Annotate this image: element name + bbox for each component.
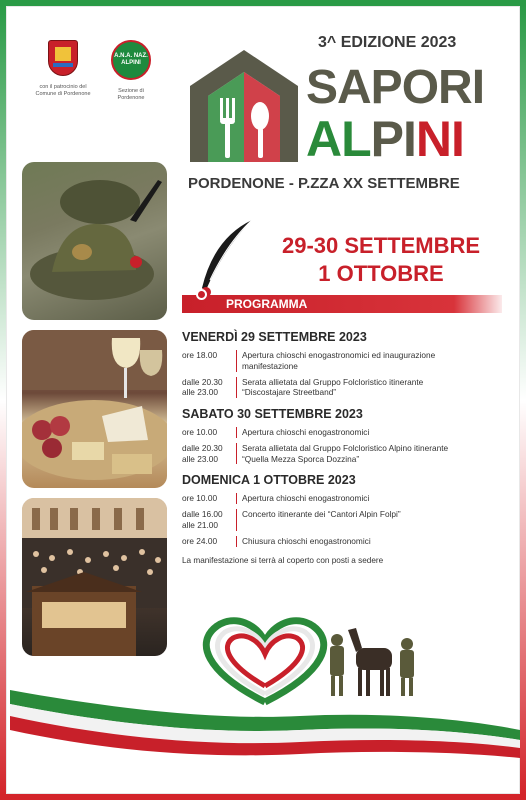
event-desc: Concerto itinerante dei “Cantori Alpin Folpi”	[236, 509, 401, 531]
event-row	[182, 377, 512, 399]
dates-line-2: 1 OTTOBRE	[318, 260, 444, 286]
ana-logo	[96, 40, 166, 102]
event-row	[182, 536, 512, 547]
event-row	[182, 509, 512, 531]
event-desc: Apertura chioschi enogastronomici ed inaugurazione manifestazione	[236, 350, 435, 372]
event-time: ore 24.00	[182, 535, 218, 546]
dates-line-1: 29-30 SETTEMBRE	[281, 233, 481, 258]
event-desc: Serata allietata dal Gruppo Folcloristico itinerante “Discostajare Streetband”	[236, 377, 423, 399]
title-alpini: ALPINI	[306, 111, 464, 167]
quill-icon	[194, 218, 254, 298]
event-desc: Chiusura chioschi enogastronomici	[236, 536, 371, 547]
day-title: SABATO 30 SETTEMBRE 2023	[182, 407, 363, 422]
event-time: dalle 20.30 alle 23.00	[182, 376, 223, 398]
event-desc: Serata allietata dal Gruppo Folcloristico Alpino itinerante “Quella Mezza Sporca Dozzina”	[236, 443, 448, 465]
banner-dot-icon	[196, 289, 207, 300]
festival-crowd-photo	[22, 498, 167, 656]
alpini-mule-illustration-icon	[326, 622, 426, 700]
event-dates	[256, 232, 506, 287]
tricolor-ribbon-icon	[0, 660, 526, 770]
day-title: DOMENICA 1 OTTOBRE 2023	[182, 473, 356, 488]
event-time: dalle 16.00 alle 21.00	[182, 509, 223, 531]
alpine-hats-photo	[22, 162, 167, 320]
event-time: dalle 20.30 alle 23.00	[182, 442, 223, 464]
event-desc: Apertura chioschi enogastronomici	[236, 493, 369, 504]
day-friday	[182, 330, 512, 398]
day-title: VENERDÌ 29 SETTEMBRE 2023	[182, 330, 367, 344]
municipality-caption: con il patrocinio del Comune di Pordenone	[35, 84, 91, 97]
municipality-logo	[28, 40, 98, 98]
ana-caption: Sezione di Pordenone	[117, 88, 145, 101]
program-banner	[182, 295, 502, 313]
event-desc: Apertura chioschi enogastronomici	[236, 427, 369, 438]
day-saturday	[182, 407, 512, 464]
event-row	[182, 443, 512, 465]
event-time: ore 10.00	[182, 493, 218, 504]
pordenone-crest-icon	[48, 40, 78, 76]
program-label: PROGRAMMA	[226, 297, 308, 311]
event-time: ore 10.00	[182, 427, 218, 438]
program-schedule	[182, 330, 512, 565]
event-row	[182, 350, 512, 372]
food-platter-photo	[22, 330, 167, 488]
event-time: ore 18.00	[182, 350, 218, 360]
edition-label: 3^ EDIZIONE 2023	[318, 34, 457, 51]
location-label: PORDENONE - P.ZZA XX SETTEMBRE	[188, 175, 460, 192]
ana-emblem-icon: A.N.A. NAZ. ALPINI	[111, 40, 151, 80]
event-row	[182, 493, 512, 504]
house-logo-icon	[186, 46, 302, 164]
event-row	[182, 427, 512, 438]
title-sapori: SAPORI	[306, 61, 485, 114]
day-sunday	[182, 473, 512, 546]
venue-note: La manifestazione si terrà al coperto con posti a sedere	[182, 555, 384, 565]
